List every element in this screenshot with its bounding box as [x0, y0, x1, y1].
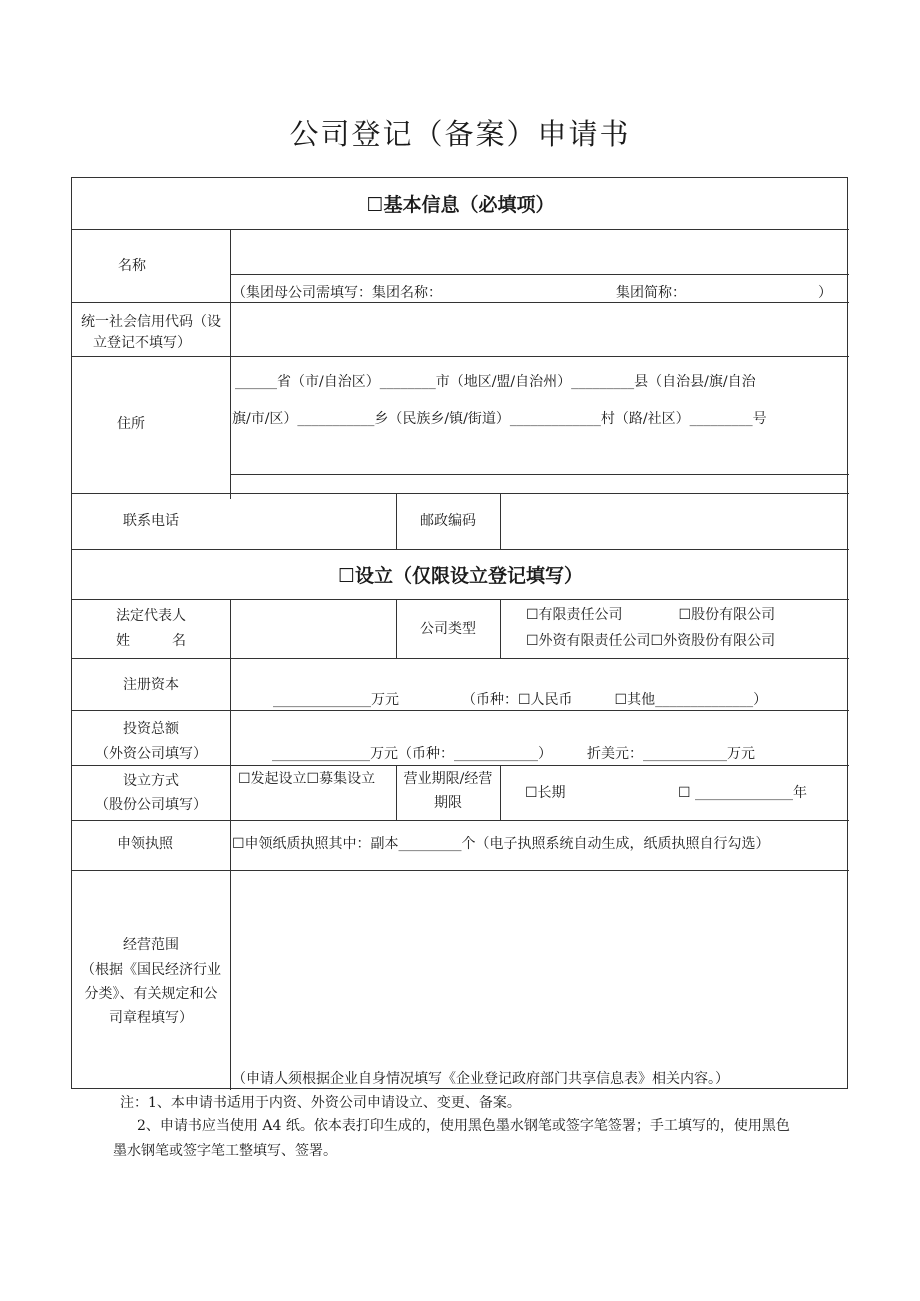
credit-code-label: 统一社会信用代码（设 [81, 314, 221, 330]
legal-rep-label: 法定代表人 [116, 608, 186, 624]
phone-input[interactable] [232, 498, 394, 546]
term-label: 营业期限/经营 [403, 771, 493, 787]
term-years-option[interactable]: ☐ ______________年 [678, 785, 808, 801]
company-type-options-1[interactable]: ☐有限责任公司 ☐股份有限公司 [526, 607, 776, 623]
setup-method-options[interactable]: ☐发起设立☐募集设立 [238, 771, 376, 787]
row-divider [72, 765, 849, 766]
legal-rep-label-2: 姓 名 [116, 633, 186, 649]
note-3: 墨水钢笔或签字笔工整填写、签署。 [113, 1143, 337, 1159]
license-label: 申领执照 [117, 836, 173, 852]
address-line-1[interactable]: ______省（市/自治区）________市（地区/盟/自治州）_________县（自治县/旗/自治 [235, 374, 756, 390]
investment-label: 投资总额 [123, 721, 179, 737]
setup-method-label-2: （股份公司填写） [95, 797, 207, 813]
row-divider [72, 710, 849, 711]
row-divider [230, 274, 849, 275]
name-input[interactable] [232, 242, 848, 272]
scope-input[interactable] [232, 874, 848, 1062]
name-label: 名称 [118, 258, 146, 274]
postcode-input[interactable] [502, 498, 847, 546]
row-divider [72, 599, 849, 600]
phone-label: 联系电话 [123, 513, 179, 529]
address-label: 住所 [117, 416, 145, 432]
credit-code-label-2: 立登记不填写） [93, 335, 191, 351]
postcode-label: 邮政编码 [420, 513, 476, 529]
row-divider [230, 474, 849, 475]
scope-label-2: （根据《国民经济行业 [81, 962, 221, 978]
note-1: 注：1、本申请书适用于内资、外资公司申请设立、变更、备案。 [120, 1095, 521, 1111]
col-divider [230, 229, 231, 499]
credit-code-input[interactable] [232, 306, 848, 354]
group-note: （集团母公司需填写：集团名称： [232, 285, 442, 301]
setup-method-label: 设立方式 [123, 773, 179, 789]
row-divider [72, 229, 849, 230]
page-title: 公司登记（备案）申请书 [289, 117, 631, 151]
term-label-2: 期限 [434, 795, 462, 811]
term-long-option[interactable]: ☐长期 [525, 785, 566, 801]
address-line-2[interactable]: 旗/市/区）___________乡（民族乡/镇/街道）_____________村（路/社区）_________号 [232, 411, 767, 427]
row-divider [72, 820, 849, 821]
row-divider [72, 302, 849, 303]
company-type-label: 公司类型 [420, 621, 476, 637]
row-divider [72, 549, 849, 550]
note-2: 2、申请书应当使用 A4 纸。依本表打印生成的，使用黑色墨水钢笔或签字笔签署；手工填写的，使用黑色 [137, 1118, 790, 1134]
reg-capital-value[interactable]: ______________万元 （币种：☐人民币 ☐其他______________） [273, 692, 768, 708]
investment-value[interactable]: ______________万元（币种：____________） 折美元：____________万元 [272, 746, 755, 762]
section-setup: ☐设立（仅限设立登记填写） [337, 565, 584, 587]
license-value[interactable]: ☐申领纸质执照其中：副本_________个（电子执照系统自动生成，纸质执照自行勾选） [232, 836, 770, 852]
col-divider [230, 599, 231, 1090]
row-divider [72, 493, 849, 494]
company-type-options-2[interactable]: ☐外资有限责任公司☐外资股份有限公司 [526, 633, 776, 649]
row-divider [72, 356, 849, 357]
group-note-close: ） [818, 285, 832, 301]
investment-label-2: （外资公司填写） [95, 746, 207, 762]
legal-rep-input[interactable] [232, 603, 394, 655]
row-divider [72, 658, 849, 659]
scope-label: 经营范围 [123, 937, 179, 953]
group-short-label: 集团简称： [616, 285, 686, 301]
section-basic-info: ☐基本信息（必填项） [366, 194, 555, 216]
scope-label-4: 司章程填写） [109, 1010, 193, 1026]
application-form [71, 177, 848, 1089]
scope-note: （申请人须根据企业自身情况填写《企业登记政府部门共享信息表》相关内容。） [232, 1071, 729, 1087]
col-divider [500, 765, 501, 820]
col-divider [500, 599, 501, 658]
col-divider [500, 493, 501, 549]
reg-capital-label: 注册资本 [123, 677, 179, 693]
scope-label-3: 分类》、有关规定和公 [84, 986, 218, 1002]
row-divider [72, 870, 849, 871]
